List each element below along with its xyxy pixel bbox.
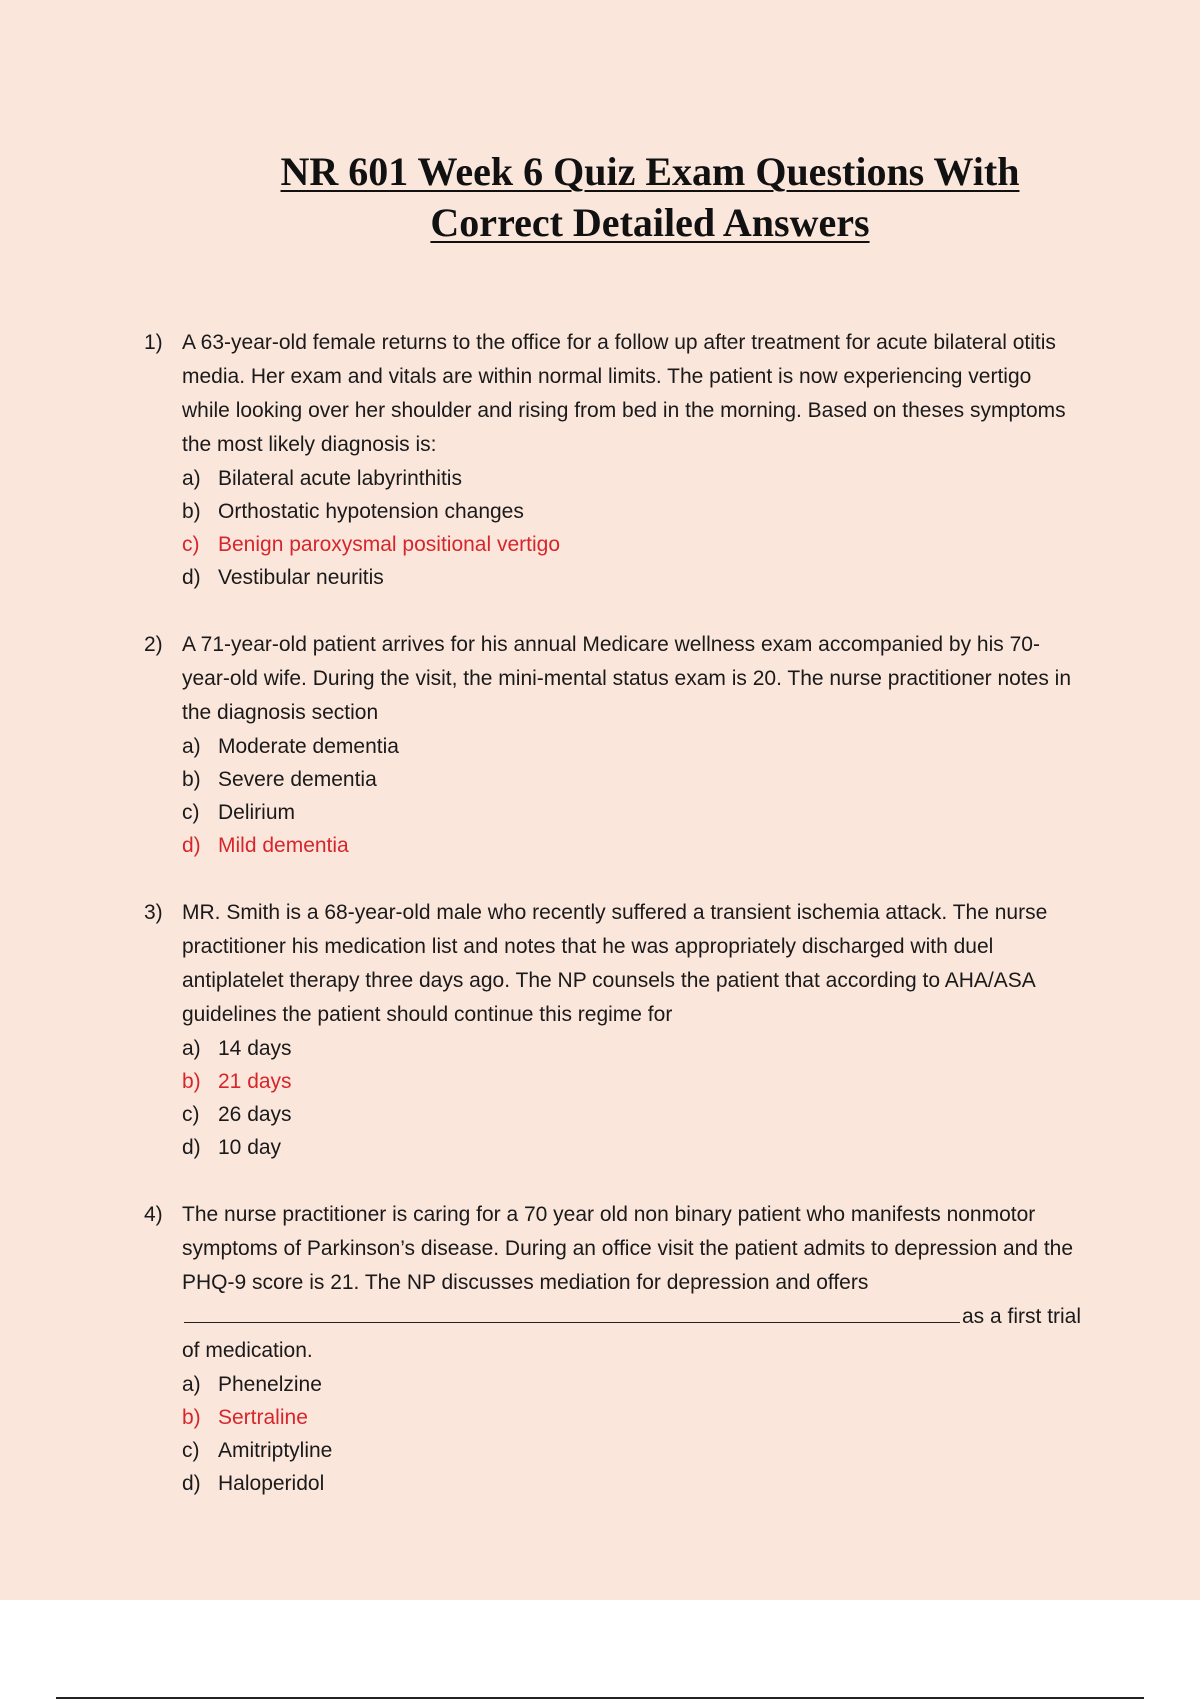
option [182, 1131, 1200, 1164]
option-letter: b) [182, 1406, 201, 1429]
question-text-after-blank: as a first trial of medication. [182, 1305, 1082, 1362]
option-correct [182, 1065, 1200, 1098]
option-text: Delirium [218, 801, 296, 824]
title-line-1: NR 601 Week 6 Quiz Exam Questions With [280, 149, 1020, 194]
option-letter: c) [182, 801, 200, 824]
option-letter: a) [182, 1037, 201, 1060]
option-text: 21 days [218, 1070, 292, 1093]
option-text: Sertraline [218, 1406, 308, 1429]
option [182, 1032, 1200, 1065]
option-text: 10 day [218, 1136, 282, 1159]
question-text [182, 1198, 1082, 1368]
question-1 [0, 326, 1200, 594]
option-text: Orthostatic hypotension changes [218, 500, 524, 523]
option-text: Amitriptyline [218, 1439, 333, 1462]
option-text: Vestibular neuritis [218, 566, 384, 589]
option-letter: b) [182, 500, 201, 523]
option-letter: c) [182, 1439, 200, 1462]
option-correct [182, 829, 1200, 862]
question-number: 1) [144, 331, 163, 354]
document-title [150, 146, 1150, 248]
option-letter: d) [182, 1472, 201, 1495]
option [182, 561, 1200, 594]
option-letter: d) [182, 834, 201, 857]
option [182, 1368, 1200, 1401]
question-3 [0, 896, 1200, 1164]
option-text: Mild dementia [218, 834, 349, 857]
option-letter: a) [182, 1373, 201, 1396]
question-number: 3) [144, 901, 163, 924]
option-text: Phenelzine [218, 1373, 322, 1396]
option-list [182, 730, 1200, 862]
option-text: 14 days [218, 1037, 292, 1060]
option-letter: c) [182, 533, 200, 556]
title-line-2: Correct Detailed Answers [430, 200, 870, 245]
option [182, 763, 1200, 796]
option-letter: a) [182, 735, 201, 758]
option-letter: d) [182, 1136, 201, 1159]
question-4 [0, 1198, 1200, 1500]
footer-divider [56, 1697, 1144, 1699]
question-text: MR. Smith is a 68-year-old male who recently suffered a transient ischemia attack. The nurse practitioner his medication list and notes that he was appropriately discharged with duel antiplatelet therapy three days ago. The NP counsels the patient that according to AHA/ASA guidelines the patient should continue this regime for [182, 901, 1048, 1026]
option-text: Haloperidol [218, 1472, 325, 1495]
option-letter: a) [182, 467, 201, 490]
option-correct [182, 1401, 1200, 1434]
option [182, 462, 1200, 495]
option-text: 26 days [218, 1103, 292, 1126]
option [182, 730, 1200, 763]
option-list [182, 462, 1200, 594]
option-list [182, 1032, 1200, 1164]
option-letter: d) [182, 566, 201, 589]
option-text: Bilateral acute labyrinthitis [218, 467, 462, 490]
option-correct [182, 528, 1200, 561]
option [182, 1434, 1200, 1467]
question-text: A 71-year-old patient arrives for his annual Medicare wellness exam accompanied by his 70-year-old wife. During the visit, the mini-mental status exam is 20. The nurse practitioner notes in the diagnosis section [182, 633, 1072, 724]
option-letter: b) [182, 768, 201, 791]
option-text: Severe dementia [218, 768, 377, 791]
option-text: Moderate dementia [218, 735, 399, 758]
option [182, 1467, 1200, 1500]
question-number: 4) [144, 1203, 163, 1226]
option-letter: c) [182, 1103, 200, 1126]
question-text-before-blank: The nurse practitioner is caring for a 70 year old non binary patient who manifests nonmotor symptoms of Parkinson’s disease. During an office visit the patient admits to depression and the PHQ-9 score is 21. The NP discusses mediation for depression and offers [182, 1203, 1074, 1294]
answer-blank [184, 1300, 960, 1323]
question-number: 2) [144, 633, 163, 656]
option-text: Benign paroxysmal positional vertigo [218, 533, 561, 556]
option [182, 495, 1200, 528]
option [182, 796, 1200, 829]
question-2 [0, 628, 1200, 862]
option [182, 1098, 1200, 1131]
question-list [0, 326, 1200, 1534]
option-letter: b) [182, 1070, 201, 1093]
option-list [182, 1368, 1200, 1500]
question-text: A 63-year-old female returns to the office for a follow up after treatment for acute bilateral otitis media. Her exam and vitals are within normal limits. The patient is now experiencing vertigo while looking over her shoulder and rising from bed in the morning. Based on theses symptoms the most likely diagnosis is: [182, 331, 1066, 456]
